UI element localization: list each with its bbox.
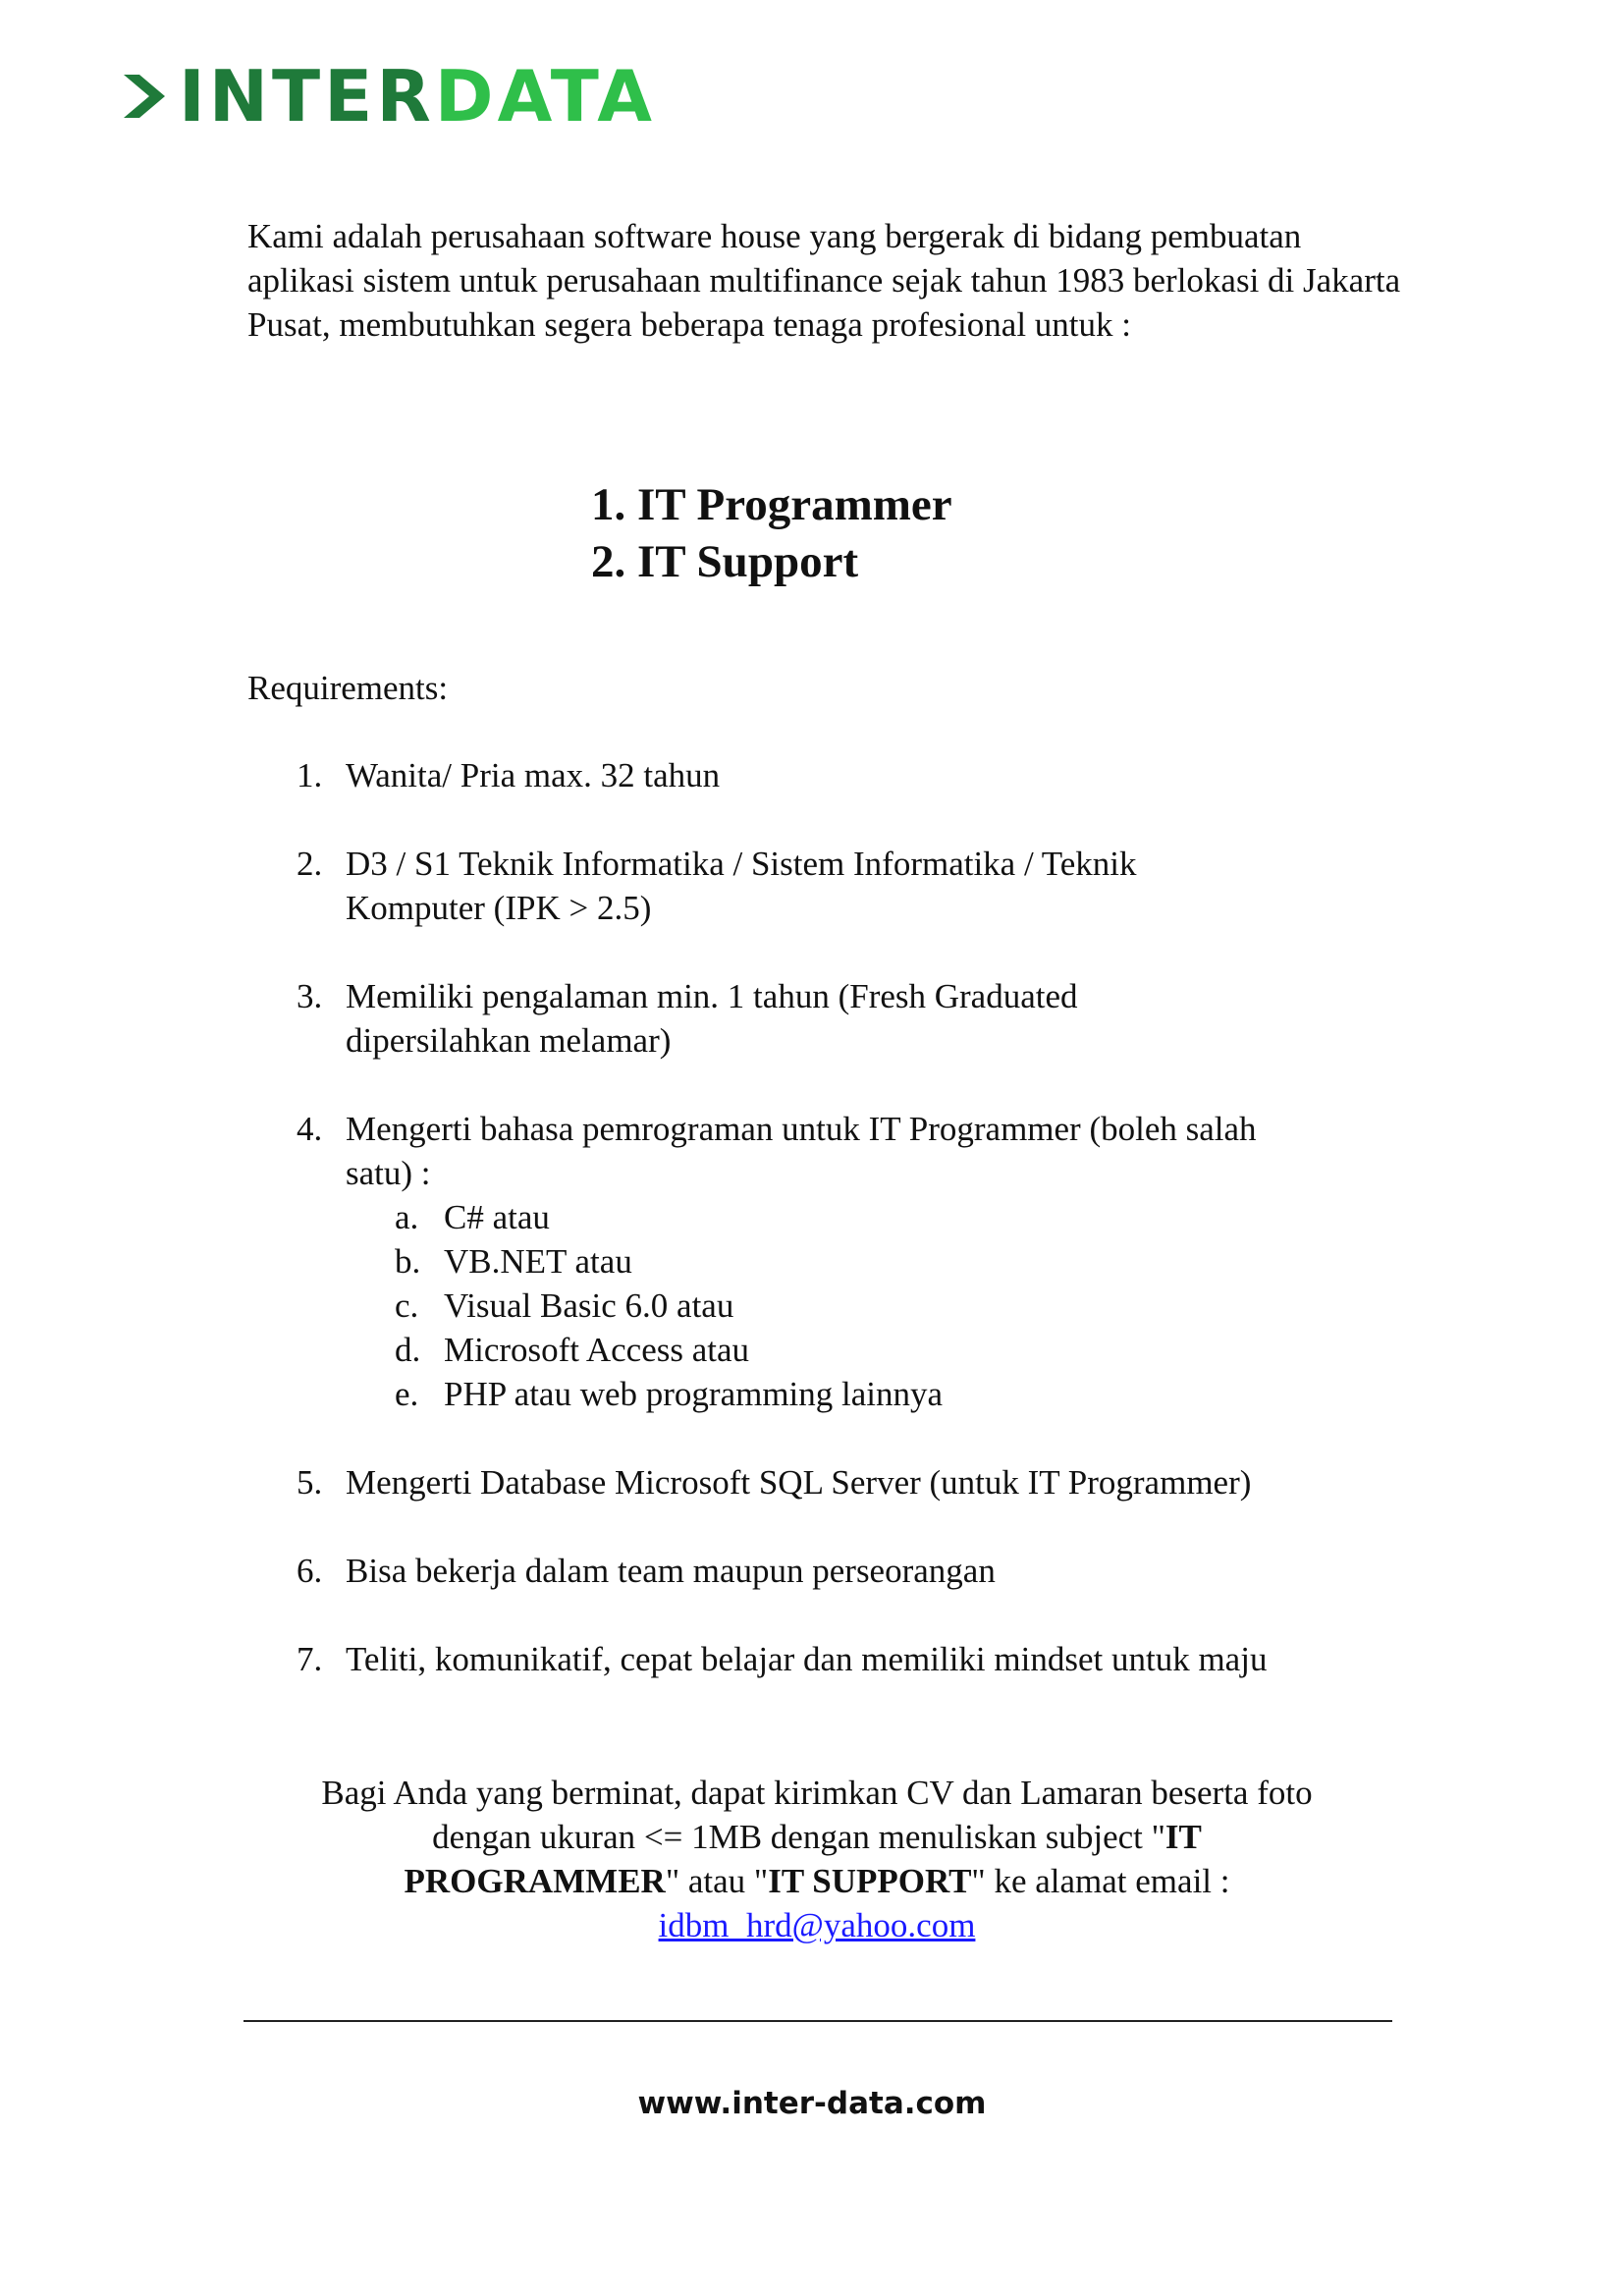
cta-line: dengan ukuran <= 1MB dengan menuliskan subject "IT (432, 1818, 1202, 1856)
cta-line: PROGRAMMER" atau "IT SUPPORT" ke alamat email : (404, 1862, 1230, 1900)
positions-list (591, 476, 952, 590)
position-item: 2. IT Support (591, 536, 859, 587)
cta-line: Bagi Anda yang berminat, dapat kirimkan CV dan Lamaran beserta foto (321, 1774, 1313, 1812)
logo-text: INTERDATA (179, 55, 656, 137)
chevron-right-icon (120, 65, 175, 128)
divider (244, 2020, 1392, 2022)
company-logo (120, 55, 656, 137)
requirements-heading: Requirements: (247, 669, 449, 707)
footer-website: www.inter-data.com (637, 2086, 987, 2121)
intro-paragraph: Kami adalah perusahaan software house yang bergerak di bidang pembuatan aplikasi sistem untuk perusahaan multifinance sejak tahun 1983 berlokasi di Jakarta Pusat, membutuhkan segera beberapa tenaga profesional untuk : (247, 217, 1401, 344)
position-item: 1. IT Programmer (591, 479, 952, 530)
email-link[interactable]: idbm_hrd@yahoo.com (658, 1906, 976, 1944)
application-instructions (247, 1771, 1386, 1947)
